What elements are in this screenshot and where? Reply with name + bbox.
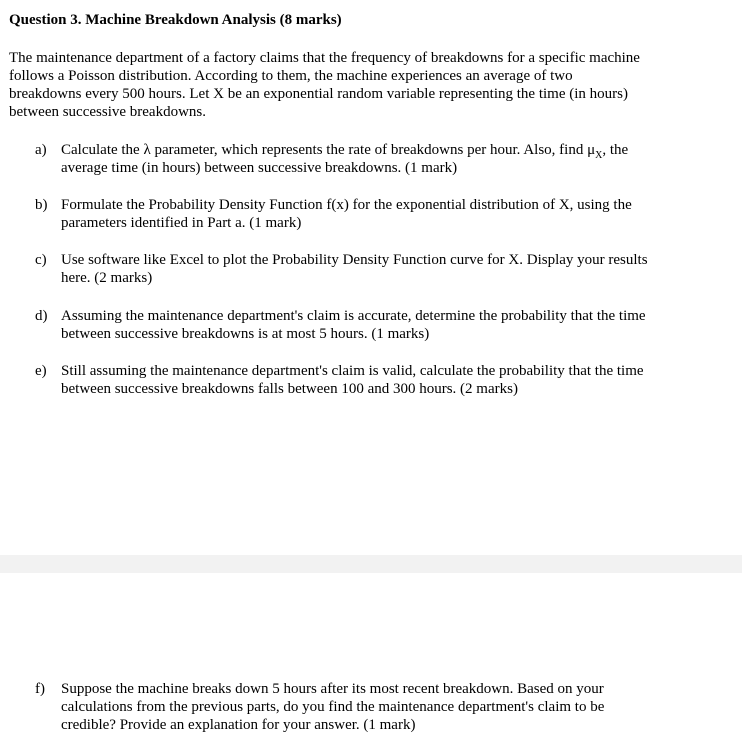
part-c-line: Use software like Excel to plot the Probability Density Function curve for X. Display your results: [61, 252, 648, 268]
part-c-line: here. (2 marks): [61, 270, 153, 286]
question-intro: [9, 49, 699, 121]
part-f-text: [61, 680, 721, 734]
page-break-gap: [0, 555, 742, 573]
intro-line: follows a Poisson distribution. According to them, the machine experiences an average of two: [9, 68, 573, 84]
intro-line: between successive breakdowns.: [9, 104, 207, 120]
part-d-text: [61, 307, 721, 343]
part-a-line1-after: , the: [602, 142, 629, 158]
part-e-line: between successive breakdowns falls between 100 and 300 hours. (2 marks): [61, 381, 518, 397]
part-d-line: between successive breakdowns is at most 5 hours. (1 marks): [61, 326, 430, 342]
part-d-line: Assuming the maintenance department's claim is accurate, determine the probability that the time: [61, 308, 646, 324]
part-d-letter: d): [35, 308, 48, 324]
mu-subscript: X: [595, 150, 603, 161]
part-e-letter: e): [35, 363, 47, 379]
question-title: Question 3. Machine Breakdown Analysis (8 marks): [9, 12, 342, 28]
part-f-line: credible? Provide an explanation for your answer. (1 mark): [61, 717, 416, 733]
part-c-letter: c): [35, 252, 47, 268]
part-e-line: Still assuming the maintenance department's claim is valid, calculate the probability that the time: [61, 363, 644, 379]
part-e-text: [61, 362, 721, 398]
part-c-text: [61, 251, 721, 287]
part-f-letter: f): [35, 681, 45, 697]
part-b-line: Formulate the Probability Density Function f(x) for the exponential distribution of X, using the: [61, 197, 632, 213]
intro-line: The maintenance department of a factory claims that the frequency of breakdowns for a specific machine: [9, 50, 640, 66]
part-f-line: calculations from the previous parts, do you find the maintenance department's claim to be: [61, 699, 605, 715]
part-b-letter: b): [35, 197, 48, 213]
part-f-line: Suppose the machine breaks down 5 hours after its most recent breakdown. Based on your: [61, 681, 604, 697]
part-a-text: [61, 141, 721, 177]
part-b-text: [61, 196, 721, 232]
intro-line: breakdowns every 500 hours. Let X be an exponential random variable representing the time (in hours): [9, 86, 628, 102]
part-a-line1-before: Calculate the λ parameter, which represents the rate of breakdowns per hour. Also, find μ: [61, 142, 596, 158]
part-b-line: parameters identified in Part a. (1 mark): [61, 215, 302, 231]
part-a-line: average time (in hours) between successive breakdowns. (1 mark): [61, 160, 458, 176]
part-a-line: [61, 141, 721, 159]
part-a-letter: a): [35, 142, 47, 158]
